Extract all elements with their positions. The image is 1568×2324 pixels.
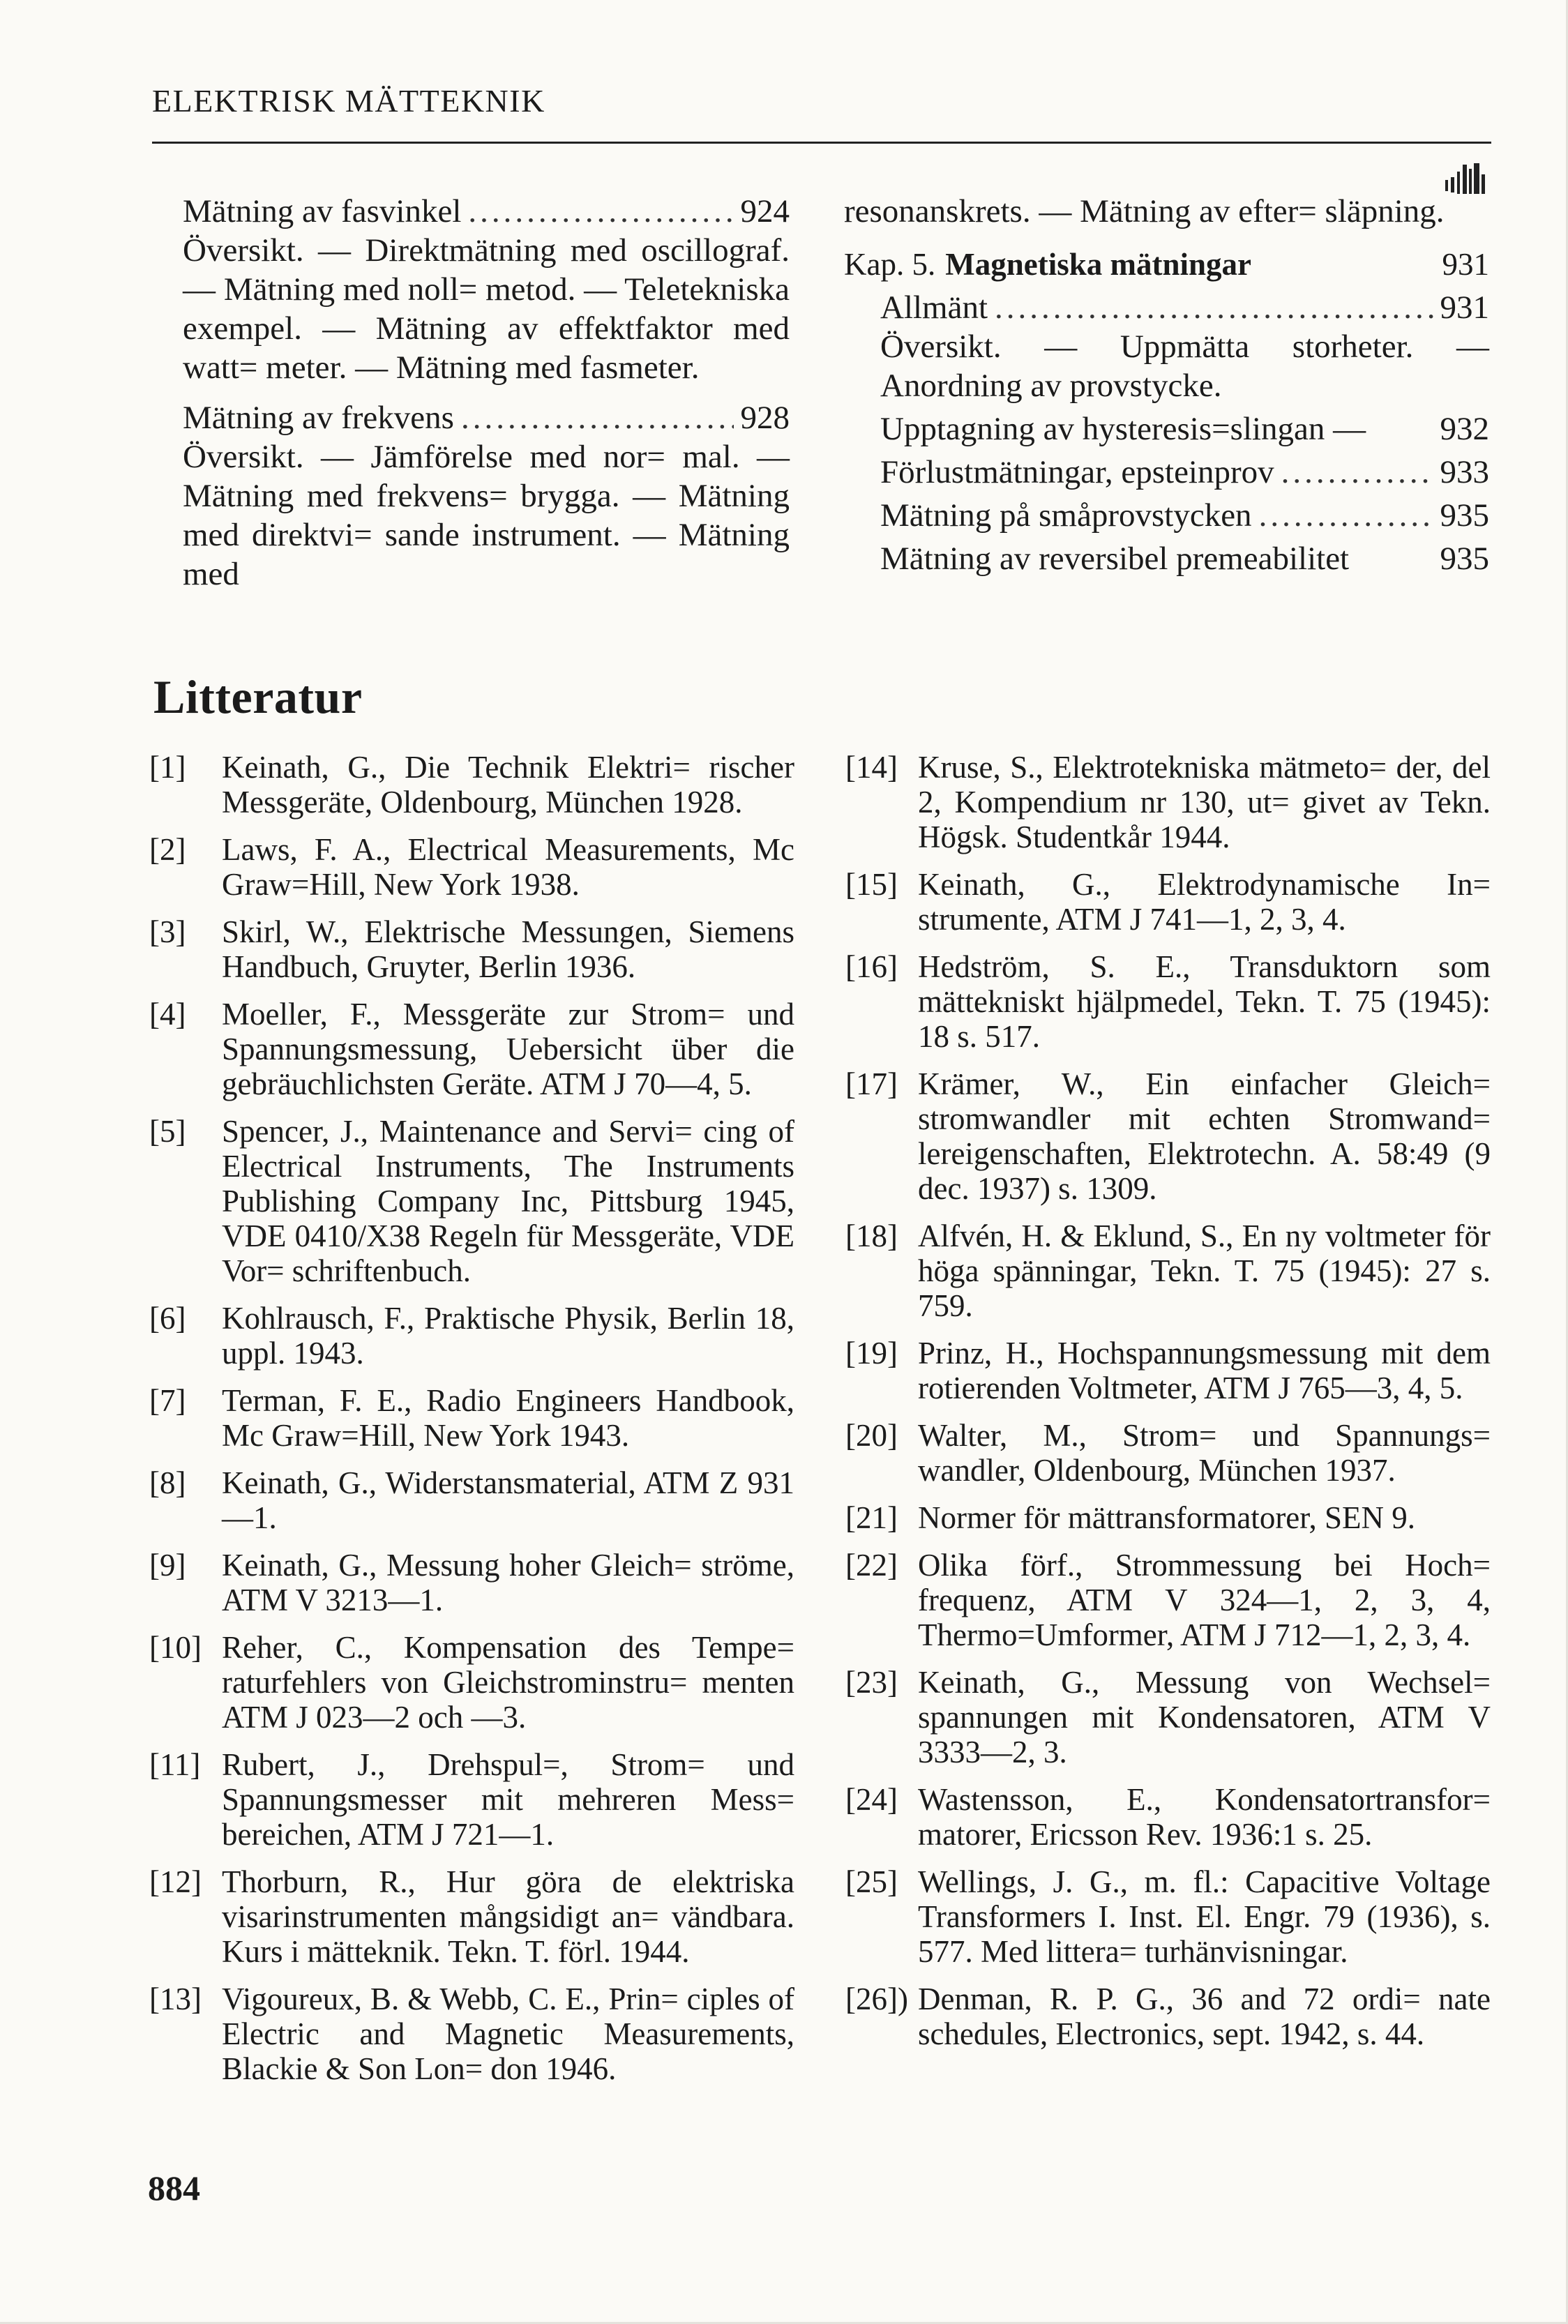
reference-text: Moeller, F., Messgeräte zur Strom= und Spannungsmessung, Uebersicht über die gebräuchlichsten Geräte. ATM J 70—4, 5. (222, 997, 794, 1101)
reference-item (149, 750, 794, 820)
toc-continuation: resonanskrets. — Mätning av efter= släpning. (844, 193, 1445, 229)
toc-entry (880, 409, 1489, 448)
toc-entry-page: 932 (1440, 411, 1489, 447)
reference-item (149, 1864, 794, 1969)
toc-entry-page: 935 (1440, 541, 1489, 577)
toc-leader (1281, 453, 1433, 492)
reference-item (149, 1465, 794, 1535)
toc-entry-description: Översikt. — Uppmätta storheter. — Anordning av provstycke. (880, 329, 1489, 404)
reference-number: [3] (149, 914, 186, 949)
reference-number: [11] (149, 1747, 201, 1782)
reference-number: [1] (149, 750, 186, 785)
reference-item (845, 1418, 1491, 1488)
reference-text: Terman, F. E., Radio Engineers Handbook, Mc Graw=Hill, New York 1943. (222, 1383, 794, 1453)
reference-number: [8] (149, 1465, 186, 1500)
reference-text: Keinath, G., Elektrodynamische In= strumente, ATM J 741—1, 2, 3, 4. (918, 867, 1491, 937)
reference-number: [19] (845, 1336, 898, 1371)
reference-text: Walter, M., Strom= und Spannungs= wandler, Oldenbourg, München 1937. (918, 1418, 1491, 1488)
reference-item (845, 750, 1491, 854)
toc-entry (880, 496, 1489, 535)
chapter-label: Kap. 5. (844, 247, 936, 282)
reference-number: [22] (845, 1548, 898, 1583)
reference-number: [17] (845, 1066, 898, 1101)
reference-text: Wellings, J. G., m. fl.: Capacitive Voltage Transformers I. Inst. El. Engr. 79 (1936), s. 577. Med littera= turhänvisningar. (918, 1864, 1491, 1969)
chapter-heading (844, 245, 1489, 284)
toc-leader (1259, 496, 1433, 535)
toc-entry (183, 192, 790, 387)
toc-entry-page: 931 (1440, 289, 1489, 326)
reference-text: Denman, R. P. G., 36 and 72 ordi= nate schedules, Electronics, sept. 1942, s. 44. (918, 1982, 1491, 2051)
toc-leader (995, 288, 1433, 327)
reference-text: Alfvén, H. & Eklund, S., En ny voltmeter för höga spänningar, Tekn. T. 75 (1945): 27 s. 759. (918, 1218, 1491, 1323)
reference-text: Vigoureux, B. & Webb, C. E., Prin= ciples of Electric and Magnetic Measurements, Blackie & Son Lon= don 1946. (222, 1982, 794, 2086)
reference-item (149, 1301, 794, 1371)
page-number: 884 (148, 2168, 200, 2208)
toc-entry-title: Upptagning av hysteresis=slingan — (880, 411, 1366, 447)
reference-number: [15] (845, 867, 898, 902)
reference-text: Laws, F. A., Electrical Measurements, Mc Graw=Hill, New York 1938. (222, 832, 794, 902)
reference-number: [6] (149, 1301, 186, 1336)
reference-text: Olika förf., Strommessung bei Hoch= frequenz, ATM V 324—1, 2, 3, 4, Thermo=Umformer, ATM J 712—1, 2, 3, 4. (918, 1548, 1491, 1652)
reference-text: Reher, C., Kompensation des Tempe= raturfehlers von Gleichstrominstru= menten ATM J 023—2 och —3. (222, 1630, 794, 1735)
toc-entry (880, 288, 1489, 405)
toc-entry-page: 935 (1440, 497, 1489, 534)
reference-item (845, 1066, 1491, 1206)
reference-text: Krämer, W., Ein einfacher Gleich= stromwandler mit echten Stromwand= lereigenschaften, Elektrotechn. A. 58:49 (9 dec. 1937) s. 1309. (918, 1066, 1491, 1206)
reference-item (845, 1218, 1491, 1323)
reference-number: [9] (149, 1548, 186, 1583)
reference-text: Hedström, S. E., Transduktorn som mättekniskt hjälpmedel, Tekn. T. 75 (1945): 18 s. 517. (918, 949, 1491, 1054)
reference-item (149, 914, 794, 984)
reference-item (149, 1383, 794, 1453)
reference-number: [23] (845, 1665, 898, 1700)
reference-text: Keinath, G., Messung hoher Gleich= ströme, ATM V 3213—1. (222, 1548, 794, 1617)
toc-entry-page: 928 (740, 400, 790, 436)
reference-number: [13] (149, 1982, 202, 2016)
toc-entry (880, 453, 1489, 492)
reference-number: [2] (149, 832, 186, 867)
reference-item (845, 1548, 1491, 1652)
reference-number: [26]) (845, 1982, 908, 2016)
reference-item (845, 1982, 1491, 2051)
reference-item (845, 1782, 1491, 1852)
reference-item (149, 1982, 794, 2086)
toc-entry-title: Mätning av fasvinkel (183, 193, 462, 229)
reference-text: Keinath, G., Messung von Wechsel= spannungen mit Kondensatoren, ATM V 3333—2, 3. (918, 1665, 1491, 1770)
reference-number: [24] (845, 1782, 898, 1817)
toc-entry-title: Mätning av frekvens (183, 400, 454, 436)
reference-item (845, 867, 1491, 937)
toc-entry (183, 398, 790, 594)
toc-entry-title: Förlustmätningar, epsteinprov (880, 454, 1274, 490)
header-rule (152, 142, 1491, 144)
reference-number: [4] (149, 997, 186, 1032)
toc-entry-title: Mätning av reversibel premeabilitet (880, 541, 1350, 577)
toc-entry (880, 539, 1489, 578)
reference-text: Rubert, J., Drehspul=, Strom= und Spannungsmesser mit mehreren Mess= bereichen, ATM J 721—1. (222, 1747, 794, 1852)
reference-text: Skirl, W., Elektrische Messungen, Siemens Handbuch, Gruyter, Berlin 1936. (222, 914, 794, 984)
reference-text: Keinath, G., Widerstansmaterial, ATM Z 931—1. (222, 1465, 794, 1535)
reference-text: Thorburn, R., Hur göra de elektriska visarinstrumenten mångsidigt an= vändbara. Kurs i mätteknik. Tekn. T. förl. 1944. (222, 1864, 794, 1969)
reference-item (845, 1500, 1491, 1535)
toc-right-column (844, 192, 1489, 578)
reference-text: Spencer, J., Maintenance and Servi= cing of Electrical Instruments, The Instruments Publishing Company Inc, Pittsburg 1945, VDE 0410/X38 Regeln für Messgeräte, VDE Vor= schriftenbuch. (222, 1114, 794, 1288)
reference-number: [21] (845, 1500, 898, 1535)
reference-item (149, 1747, 794, 1852)
reference-text: Prinz, H., Hochspannungsmessung mit dem rotierenden Voltmeter, ATM J 765—3, 4, 5. (918, 1336, 1491, 1405)
reference-number: [7] (149, 1383, 186, 1418)
toc-leader (461, 398, 734, 437)
reference-number: [14] (845, 750, 898, 785)
reference-item (845, 949, 1491, 1054)
reference-number: [25] (845, 1864, 898, 1899)
reference-text: Kohlrausch, F., Praktische Physik, Berlin 18, uppl. 1943. (222, 1301, 794, 1371)
references-left-column (149, 750, 794, 2099)
reference-item (845, 1864, 1491, 1969)
reference-item (149, 997, 794, 1101)
reference-number: [16] (845, 949, 898, 984)
reference-text: Wastensson, E., Kondensatortransfor= matorer, Ericsson Rev. 1936:1 s. 25. (918, 1782, 1491, 1852)
reference-text: Keinath, G., Die Technik Elektri= rischer Messgeräte, Oldenbourg, München 1928. (222, 750, 794, 820)
toc-entry-description: Översikt. — Direktmätning med oscillograf. — Mätning med noll= metod. — Teletekniska exempel. — Mätning av effektfaktor med watt= meter. — Mätning med fasmeter. (183, 232, 790, 386)
chapter-page: 931 (1442, 247, 1489, 282)
reference-text: Kruse, S., Elektrotekniska mätmeto= der, del 2, Kompendium nr 130, ut= givet av Tekn. Högsk. Studentkår 1944. (918, 750, 1491, 854)
reference-number: [12] (149, 1864, 202, 1899)
reference-item (149, 1548, 794, 1617)
toc-entry-title: Allmänt (880, 289, 988, 326)
toc-left-column (183, 192, 790, 605)
reference-text: Normer för mättransformatorer, SEN 9. (918, 1500, 1415, 1535)
chapter-entries (880, 288, 1489, 578)
reference-number: [20] (845, 1418, 898, 1453)
reference-item (845, 1665, 1491, 1770)
references-right-column (845, 750, 1491, 2064)
toc-entry-title: Mätning på småprovstycken (880, 497, 1252, 534)
reference-item (149, 1114, 794, 1288)
reference-item (149, 832, 794, 902)
toc-leader (468, 192, 733, 231)
toc-entry-page: 924 (740, 193, 790, 229)
reference-number: [18] (845, 1218, 898, 1253)
toc-entry-page: 933 (1440, 454, 1489, 490)
reference-item (149, 1630, 794, 1735)
literature-heading: Litteratur (153, 670, 363, 723)
reference-number: [10] (149, 1630, 202, 1665)
toc-entry-description: Översikt. — Jämförelse med nor= mal. — Mätning med frekvens= brygga. — Mätning med direktvi= sande instrument. — Mätning med (183, 439, 790, 592)
reference-number: [5] (149, 1114, 186, 1149)
chapter-title: Magnetiska mätningar (945, 247, 1251, 282)
reference-item (845, 1336, 1491, 1405)
running-header: ELEKTRISK MÄTTEKNIK (152, 83, 545, 119)
